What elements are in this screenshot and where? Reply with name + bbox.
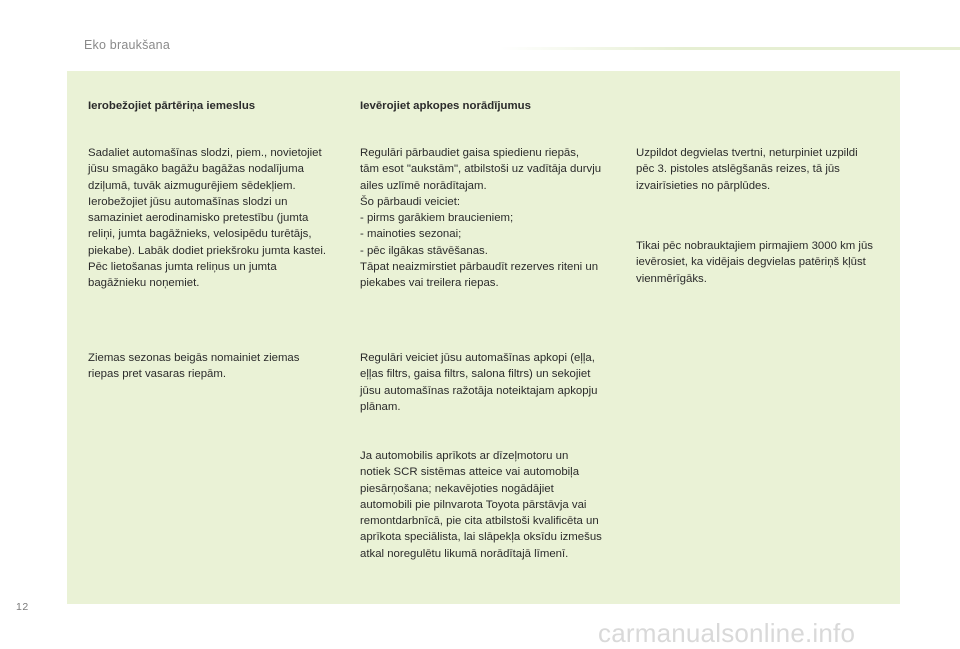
paragraph-load-distribution: Sadaliet automašīnas slodzi, piem., novietojiet jūsu smagāko bagāžu bagāžas nodalījuma dziļumā, tuvāk aizmugurējiem sēdekļiem. Ierobežojiet jūsu automašīnas slodzi un samaziniet aerodinamisko pretestību (jumta reliņi, jumta bagāžnieks, velosipēdu turētājs, piekabe). Labāk dodiet priekšroku jumta kastei. Pēc lietošanas jumta reliņus un jumta bagāžnieku noņemiet.: [88, 147, 327, 290]
heading-maintenance-instructions: Ievērojiet apkopes norādījumus: [360, 100, 531, 112]
page-number: 12: [16, 601, 29, 613]
paragraph-fuel-filling: Uzpildot degvielas tvertni, neturpiniet uzpildi pēc 3. pistoles atslēgšanās reizes, tā jūs izvairīsieties no pārplūdes.: [636, 147, 858, 192]
paragraph-tyre-pressure: Regulāri pārbaudiet gaisa spiedienu riepās, tām esot "aukstām", atbilstoši uz vadītāja durvju ailes uzlīmē norādītajam. Šo pārbaudi veiciet: - pirms garākiem braucieniem; - mainoties sezonai; - pēc ilgākas stāvēšanas. Tāpat neaizmirstiet pārbaudīt rezerves riteni un piekabes vai treilera riepas.: [360, 147, 602, 290]
paragraph-winter-tyres: Ziemas sezonas beigās nomainiet ziemas riepas pret vasaras riepām.: [88, 352, 300, 381]
watermark: carmanualsonline.info: [598, 618, 856, 648]
section-title: Eko braukšana: [84, 38, 170, 52]
paragraph-first-3000-km: Tikai pēc nobrauktajiem pirmajiem 3000 km jūs ievērosiet, ka vidējais degvielas patēriņš kļūst vienmērīgāks.: [636, 240, 873, 285]
paragraph-scr-system: Ja automobilis aprīkots ar dīzeļmotoru un notiek SCR sistēmas atteice vai automobiļa piesārņošana; nekavējoties nogādājiet automobili pie pilnvarota Toyota pārstāvja vai remontdarbnīcā, pie cita atbilstoši kvalificēta un aprīkota speciālista, lai slāpekļa oksīdu izmešus atkal noregulētu likumā norādītajā līmenī.: [360, 450, 602, 560]
header-rule: [500, 47, 960, 50]
paragraph-regular-service: Regulāri veiciet jūsu automašīnas apkopi (eļļa, eļļas filtrs, gaisa filtrs, salona filtrs) un sekojiet jūsu automašīnas ražotāja noteiktajam apkopju plānam.: [360, 352, 598, 413]
heading-limit-overconsumption: Ierobežojiet pārtēriņa iemeslus: [88, 100, 256, 112]
